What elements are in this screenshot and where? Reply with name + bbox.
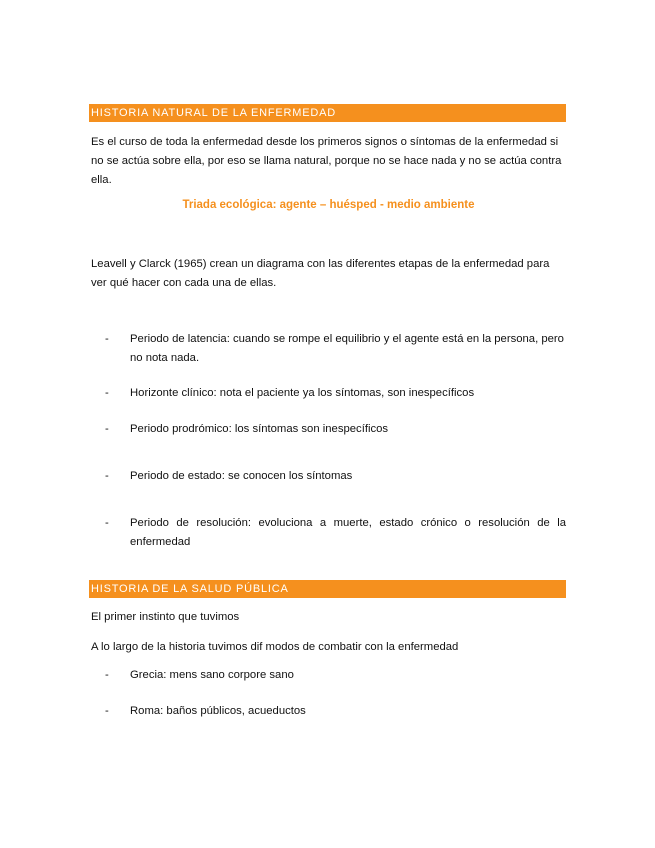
list-item-text: Grecia: mens sano corpore sano xyxy=(130,669,294,681)
list-item-latencia xyxy=(105,330,566,368)
leavell-paragraph: Leavell y Clarck (1965) crean un diagrama con las diferentes etapas de la enfermedad para ver qué hacer con cada una de ellas. xyxy=(91,258,550,289)
bullet-dash: - xyxy=(105,423,109,435)
list-item-text: Horizonte clínico: nota el paciente ya los síntomas, son inespecíficos xyxy=(130,387,475,399)
list-item-horizonte xyxy=(105,384,566,403)
list-item-resolucion xyxy=(105,514,566,552)
list-item-grecia xyxy=(105,666,566,685)
list-item-text: Roma: baños públicos, acueductos xyxy=(130,705,306,717)
list-item-roma xyxy=(105,702,566,721)
section-heading-salud-publica: HISTORIA DE LA SALUD PÚBLICA xyxy=(89,580,566,598)
intro-paragraph: Es el curso de toda la enfermedad desde los primeros signos o síntomas de la enfermedad si no se actúa sobre ella, por eso se llama natural, porque no se hace nada y no se actúa contra ella. xyxy=(91,136,562,186)
bullet-dash: - xyxy=(105,470,109,482)
bullet-dash: - xyxy=(105,669,109,681)
list-item-prodromico xyxy=(105,420,566,439)
list-item-text: Periodo de estado: se conocen los síntomas xyxy=(130,470,353,482)
bullet-dash: - xyxy=(105,387,109,399)
list-item-text: Periodo de resolución: evoluciona a muerte, estado crónico o resolución de la enfermedad xyxy=(130,517,566,548)
bullet-dash: - xyxy=(105,333,109,345)
bullet-dash: - xyxy=(105,517,109,529)
section-heading-historia-natural: HISTORIA NATURAL DE LA ENFERMEDAD xyxy=(89,104,566,122)
list-item-text: Periodo prodrómico: los síntomas son inespecíficos xyxy=(130,423,389,435)
list-item-text: Periodo de latencia: cuando se rompe el equilibrio y el agente está en la persona, pero no nota nada. xyxy=(130,333,564,364)
bullet-dash: - xyxy=(105,705,109,717)
primer-instinto-paragraph: El primer instinto que tuvimos xyxy=(91,611,240,623)
historia-paragraph: A lo largo de la historia tuvimos dif modos de combatir con la enfermedad xyxy=(91,641,459,653)
triada-highlight: Triada ecológica: agente – huésped - medio ambiente xyxy=(182,199,475,211)
list-item-estado xyxy=(105,467,566,486)
